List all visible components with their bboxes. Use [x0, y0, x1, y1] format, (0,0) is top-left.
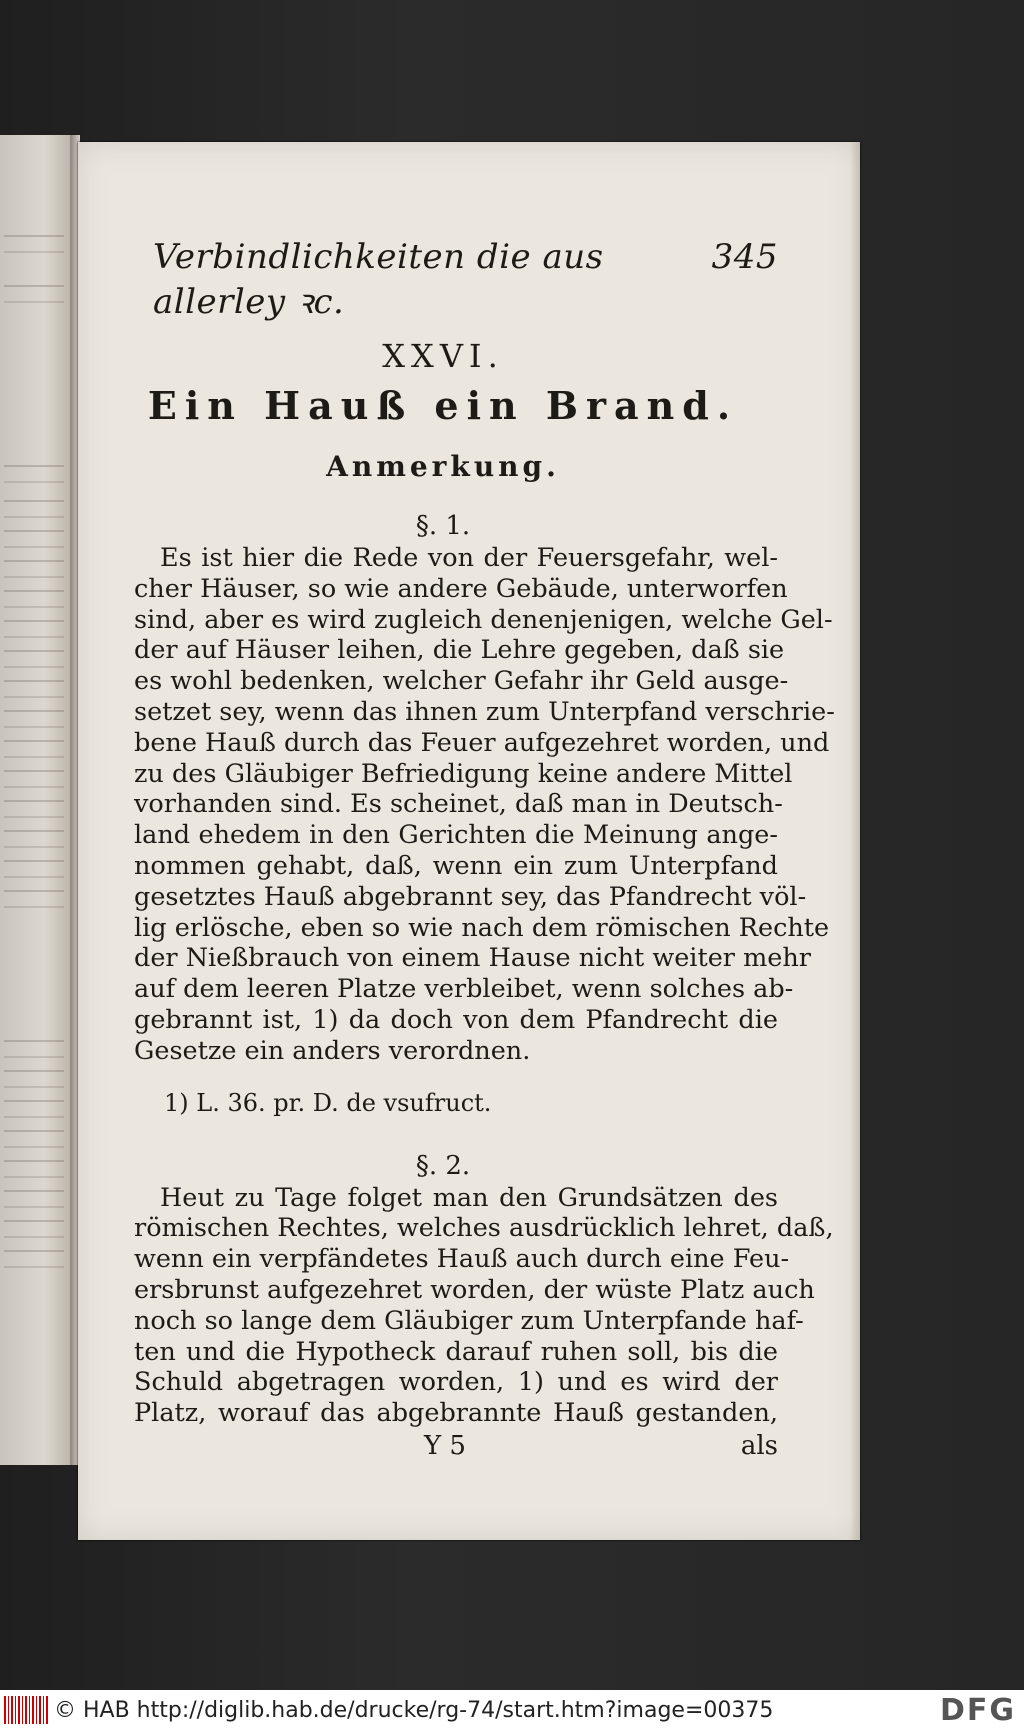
text-line: auf dem leeren Platze verbleibet, wenn solches ab- — [134, 974, 794, 1005]
page-foot — [108, 1431, 778, 1461]
text-line: land ehedem in den Gerichten die Meinung ange- — [134, 820, 778, 851]
section-2-mark: §. 2. — [415, 1150, 471, 1181]
text-line: Platz, worauf das abgebrannte Hauß gestanden, — [134, 1398, 778, 1429]
footnote: 1) L. 36. pr. D. de vsufruct. — [164, 1088, 492, 1117]
text-line: der auf Häuser leihen, die Lehre gegeben, daß sie — [134, 635, 785, 666]
source-credit-link[interactable]: © HAB http://diglib.hab.de/drucke/rg-74/start.htm?image=00375 — [54, 1697, 774, 1723]
text-line: bene Hauß durch das Feuer aufgezehret worden, und — [134, 727, 830, 758]
book-page — [78, 142, 860, 1540]
text-line: Gesetze ein anders verordnen. — [134, 1035, 531, 1066]
text-line: nommen gehabt, daß, wenn ein zum Unterpfand — [134, 850, 778, 881]
text-line: gesetztes Hauß abgebrannt sey, das Pfandrecht völ- — [134, 881, 807, 912]
text-line: setzet sey, wenn das ihnen zum Unterpfand verschrie- — [134, 696, 835, 727]
text-line: noch so lange dem Gläubiger zum Unterpfande haf- — [134, 1305, 804, 1336]
dfg-logo: DFG — [939, 1692, 1016, 1728]
text-line: vorhanden sind. Es scheinet, daß man in Deutsch- — [134, 789, 783, 820]
text-line: sind, aber es wird zugleich denenjenigen, welche Gel- — [134, 604, 833, 635]
text-line: gebrannt ist, 1) da doch von dem Pfandrecht die — [134, 1004, 778, 1035]
chapter-title: Ein Hauß ein Brand. — [147, 383, 739, 428]
text-line: ten und die Hypotheck darauf ruhen soll, bis die — [134, 1336, 778, 1367]
text-line: Es ist hier die Rede von der Feuersgefahr, wel- — [160, 543, 778, 573]
text-line: Heut zu Tage folget man den Grundsätzen des — [160, 1182, 778, 1213]
page-text — [108, 237, 835, 1461]
text-line: zu des Gläubiger Befriedigung keine andere Mittel — [134, 758, 793, 789]
page-number: 345 — [711, 237, 778, 277]
signature-mark: Y 5 — [424, 1430, 466, 1461]
text-line: Schuld abgetragen worden, 1) und es wird der — [134, 1367, 778, 1398]
subheading: Anmerkung. — [326, 450, 560, 483]
running-head — [108, 237, 778, 323]
text-line: der Nießbrauch von einem Hause nicht weiter mehr — [134, 943, 811, 974]
text-line: cher Häuser, so wie andere Gebäude, unterworfen — [134, 573, 788, 604]
text-line: römischen Rechtes, welches ausdrücklich lehret, daß, — [134, 1213, 834, 1244]
running-head-title: Verbindlichkeiten die aus allerley ꝛc. — [153, 237, 604, 322]
chapter-number: XXVI. — [382, 337, 504, 375]
catchword: als — [740, 1430, 778, 1461]
barcode-icon — [4, 1696, 48, 1724]
section-2-paragraph — [108, 1182, 834, 1429]
text-line: es wohl bedenken, welcher Gefahr ihr Geld ausge- — [134, 666, 789, 697]
text-line: ersbrunst aufgezehret worden, der wüste Platz auch — [134, 1274, 815, 1305]
text-line: wenn ein verpfändetes Hauß auch durch eine Feu- — [134, 1244, 790, 1275]
section-1-paragraph — [108, 543, 835, 1067]
footer-bar — [0, 1690, 1024, 1730]
text-line: lig erlösche, eben so wie nach dem römischen Rechte — [134, 912, 830, 943]
section-1-mark: §. 1. — [415, 511, 471, 541]
facing-page-edge — [0, 135, 74, 1465]
